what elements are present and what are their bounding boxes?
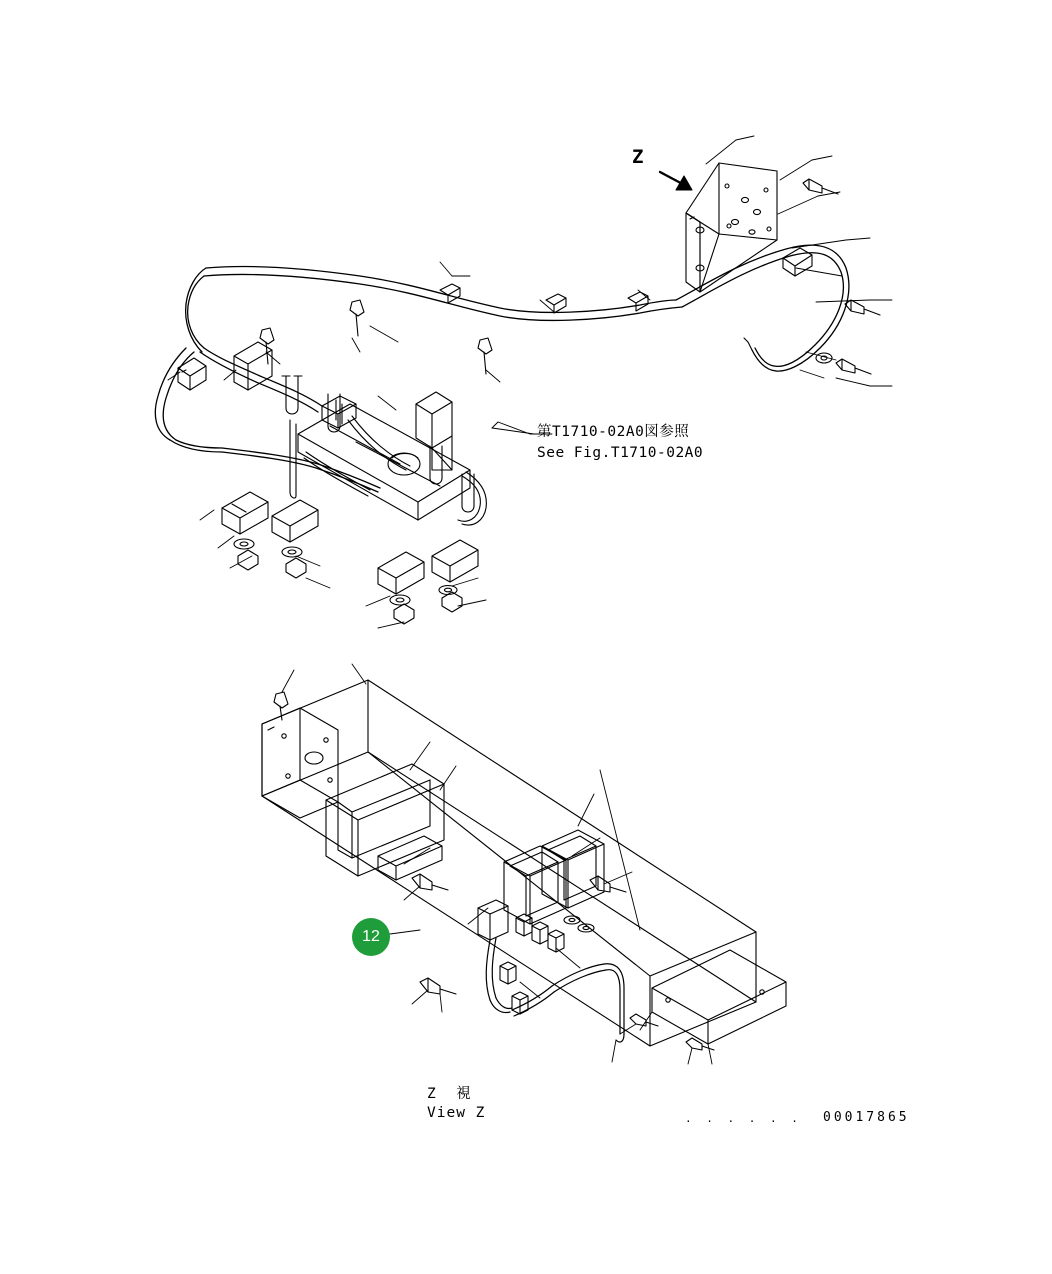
rear-cover-plate [652,950,786,1044]
reference-leader [492,428,534,434]
gasket-frame [326,764,444,876]
connector-cluster-2 [532,922,548,944]
connector-cluster-1 [516,914,532,936]
dot-row: . . . . . . [685,1112,802,1125]
washer-lz-1 [564,916,580,924]
bracket-lm-2 [432,540,478,582]
leader-tick-marks [452,136,892,434]
leader-lines-upper [168,140,870,628]
nut-lm-1 [394,604,414,624]
lamp-bracket [378,836,442,880]
harness-left-branch [200,348,322,412]
bolt-upper-right-3 [836,359,871,374]
nut-lm-2 [442,592,462,612]
view-label-line1: Z 視 [427,1086,472,1102]
connector-left [178,358,206,390]
bolt-um-3 [478,338,492,374]
reference-note-line1: 第T1710-02A0図参照 [537,424,690,440]
bracket-lm-1 [378,552,424,594]
connector-cluster-4 [500,962,516,984]
z-section-arrow [660,172,692,190]
harness-main-run [204,266,682,320]
section-mark-z: Z [632,146,644,168]
harness-cable-right [676,245,849,371]
callout-leader [390,930,420,934]
frame-rail [262,680,756,1046]
bolt-lz-2 [412,874,448,890]
washer-lm-1 [390,595,410,605]
bolt-upper-right-2 [845,300,880,315]
bracket-ll-2 [272,500,318,542]
reference-note-line2: See Fig.T1710-02A0 [537,445,704,461]
view-label-line2: View Z [427,1105,486,1121]
bolt-upper-right-1 [803,179,838,194]
connector-cluster-3 [548,930,564,952]
nut-ll-2 [286,558,306,578]
figure-number: 00017865 [823,1110,910,1125]
console-bracket-b [416,392,452,470]
cable-end-right [744,338,752,350]
bolt-lz-3 [420,978,456,994]
leader-lines-lower [282,664,712,1064]
control-box-panel [686,163,777,292]
nut-ll-1 [238,550,258,570]
bolt-lz-4 [590,876,626,892]
bolt-um-1 [350,300,364,336]
harness-clamp-3 [628,292,648,311]
console-knob [388,453,420,475]
connector-panel [783,248,812,276]
harness-clamp-2 [546,294,566,313]
end-plate-left [262,708,338,818]
bracket-ll-1 [222,492,268,534]
callout-badge-12[interactable]: 12 [352,918,390,956]
washer-ll-2 [282,547,302,557]
bolt-lz-1 [274,692,288,720]
washer-ll-1 [234,539,254,549]
